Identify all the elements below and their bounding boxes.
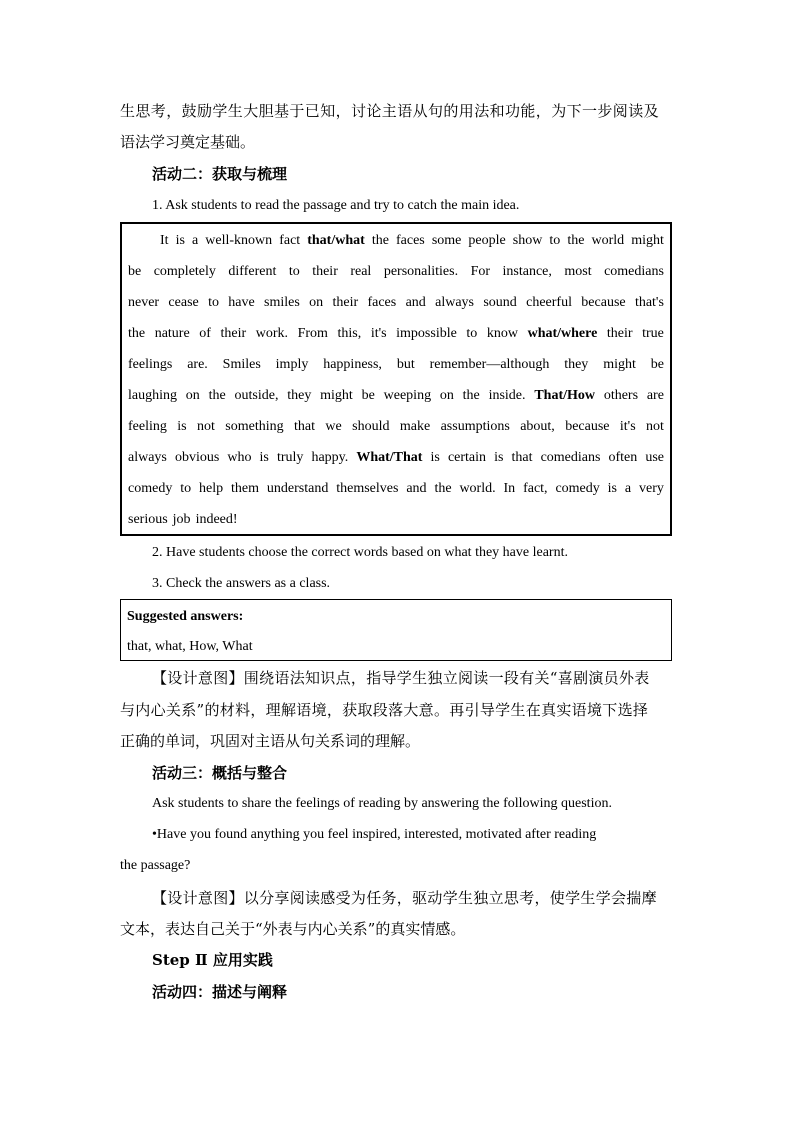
passage-word: on <box>185 388 200 403</box>
passage-word: comedians <box>604 264 664 279</box>
passage-word: certain <box>447 450 487 465</box>
passage-word: truly <box>276 450 304 465</box>
passage-word: to <box>180 481 192 496</box>
passage-word: smiles <box>264 295 300 310</box>
passage-word: the <box>208 388 226 403</box>
passage-word: most <box>564 264 592 279</box>
passage-word: personalities. <box>383 264 459 279</box>
activity2-step2: 2. Have students choose the correct words based on what they have learnt. <box>152 545 568 560</box>
activity3-design-line-2: 文本，表达自己关于“外表与内心关系”的真实情感。 <box>120 920 466 938</box>
answers-label: Suggested answers: <box>127 609 244 624</box>
passage-word: is <box>430 450 440 465</box>
activity3-instruction: Ask students to share the feelings of reading by answering the following question. <box>152 796 612 811</box>
passage-word: of <box>199 326 211 341</box>
answers-box <box>120 599 672 661</box>
passage-word: the <box>371 233 389 248</box>
passage-word: but <box>396 357 415 372</box>
passage-word: comedy <box>555 481 600 496</box>
passage-line <box>128 417 664 437</box>
passage-word: their <box>312 264 338 279</box>
passage-word: that <box>294 419 316 434</box>
passage-word: world. <box>459 481 496 496</box>
passage-word: it's <box>370 326 387 341</box>
passage-word: comedians <box>540 450 601 465</box>
passage-word: is <box>259 450 269 465</box>
passage-word: outside, <box>234 388 279 403</box>
passage-word: about, <box>520 419 555 434</box>
passage-word: obvious <box>174 450 220 465</box>
passage-word: It <box>160 233 169 248</box>
passage-line <box>160 231 664 251</box>
passage-line <box>128 355 664 375</box>
passage-word: we <box>325 419 342 434</box>
passage-word: remember—although <box>429 357 550 372</box>
passage-word: assumptions <box>440 419 510 434</box>
passage-line <box>128 479 664 499</box>
passage-word: the <box>567 233 585 248</box>
answers-values: that, what, How, What <box>127 639 253 654</box>
activity2-step3: 3. Check the answers as a class. <box>152 576 331 591</box>
activity3-question-line-1: •Have you found anything you feel inspired, interested, motivated after reading <box>152 827 597 842</box>
passage-word: very <box>639 481 664 496</box>
passage-word: use <box>645 450 664 465</box>
passage-word: faces <box>396 233 425 248</box>
passage-word: that <box>511 450 533 465</box>
passage-word: different <box>228 264 277 279</box>
passage-word: serious <box>128 512 168 527</box>
passage-word: them <box>231 481 259 496</box>
activity4-heading: 活动四：描述与阐释 <box>152 983 288 1001</box>
passage-word: fact <box>279 233 301 248</box>
passage-word: the <box>128 326 146 341</box>
passage-word: faces <box>367 295 397 310</box>
answer-choice: that/what <box>307 233 365 248</box>
passage-word: not <box>197 419 215 434</box>
passage-word: some <box>431 233 462 248</box>
passage-word: show <box>512 233 543 248</box>
passage-word: the <box>462 388 480 403</box>
passage-word: instance, <box>502 264 552 279</box>
activity2-design-line-1: 【设计意图】围绕语法知识点，指导学生独立阅读一段有关“喜剧演员外表 <box>152 669 650 687</box>
passage-word: and <box>406 481 427 496</box>
passage-line <box>128 510 664 530</box>
activity3-design-line-1: 【设计意图】以分享阅读感受为任务，驱动学生独立思考，使学生学会揣摩 <box>152 889 657 907</box>
passage-word: always <box>128 450 167 465</box>
passage-word: be <box>361 388 375 403</box>
passage-word: is <box>607 481 617 496</box>
passage-word: is <box>175 233 185 248</box>
passage-word: they <box>564 357 589 372</box>
passage-word: because <box>565 419 610 434</box>
answer-choice: what/where <box>527 326 598 341</box>
passage-word: themselves <box>336 481 399 496</box>
passage-word: world <box>591 233 625 248</box>
passage-word: others <box>603 388 639 403</box>
passage-word: and <box>405 295 426 310</box>
activity2-design-line-3: 正确的单词，巩固对主语从句关系词的理解。 <box>120 732 421 750</box>
passage-word: their <box>332 295 359 310</box>
answer-choice: That/How <box>534 388 596 403</box>
passage-word: know <box>486 326 518 341</box>
passage-word: feelings <box>128 357 173 372</box>
passage-word: their <box>606 326 633 341</box>
passage-word: Smiles <box>222 357 261 372</box>
passage-line <box>128 448 664 468</box>
passage-word: because <box>581 295 626 310</box>
passage-word: For <box>470 264 491 279</box>
passage-word: indeed! <box>195 512 238 527</box>
passage-word: might <box>603 357 636 372</box>
passage-word: cease <box>168 295 199 310</box>
passage-word: never <box>128 295 160 310</box>
passage-word: make <box>399 419 431 434</box>
activity2-step1: 1. Ask students to read the passage and try to catch the main idea. <box>152 198 520 213</box>
passage-word: always <box>435 295 474 310</box>
passage-word: a <box>624 481 632 496</box>
passage-word: might <box>320 388 353 403</box>
passage-word: might <box>631 233 664 248</box>
passage-word: are <box>646 388 664 403</box>
intro-line-2: 语法学习奠定基础。 <box>120 133 256 151</box>
passage-word: not <box>646 419 664 434</box>
passage-word: happiness, <box>323 357 382 372</box>
passage-word: is <box>177 419 187 434</box>
passage-word: who <box>227 450 252 465</box>
passage-word: on <box>439 388 454 403</box>
passage-word: imply <box>275 357 309 372</box>
passage-word: have <box>228 295 255 310</box>
passage-word: From <box>297 326 328 341</box>
passage-word: to <box>288 264 300 279</box>
activity2-heading: 活动二：获取与梳理 <box>152 165 288 183</box>
passage-word: be <box>128 264 142 279</box>
passage-word: to <box>549 233 561 248</box>
passage-word: work. <box>255 326 289 341</box>
passage-word: impossible <box>396 326 457 341</box>
passage-word: on <box>309 295 324 310</box>
passage-word: understand <box>266 481 329 496</box>
activity3-heading: 活动三：概括与整合 <box>152 764 288 782</box>
passage-word: the <box>434 481 452 496</box>
passage-line <box>128 293 664 313</box>
passage-word: to <box>466 326 478 341</box>
passage-word: to <box>208 295 219 310</box>
passage-word: comedy <box>128 481 173 496</box>
passage-word: cheerful <box>526 295 572 310</box>
passage-line <box>128 262 664 282</box>
passage-word: should <box>352 419 390 434</box>
passage-word: real <box>350 264 372 279</box>
passage-word: people <box>468 233 506 248</box>
passage-word: something <box>225 419 284 434</box>
passage-word: this, <box>337 326 362 341</box>
passage-word: weeping <box>383 388 432 403</box>
activity3-question-line-2: the passage? <box>120 858 191 873</box>
passage-word: they <box>287 388 312 403</box>
passage-word: it's <box>619 419 636 434</box>
passage-word: In <box>503 481 516 496</box>
passage-word: sound <box>483 295 517 310</box>
passage-word: nature <box>154 326 190 341</box>
passage-word: inside. <box>488 388 526 403</box>
passage-word: is <box>494 450 504 465</box>
activity2-design-line-2: 与内心关系”的材料，理解语境，获取段落大意。再引导学生在真实语境下选择 <box>120 701 649 719</box>
passage-word: help <box>199 481 224 496</box>
intro-line-1: 生思考，鼓励学生大胆基于已知，讨论主语从句的用法和功能，为下一步阅读及 <box>120 102 660 120</box>
answer-choice: What/That <box>356 450 423 465</box>
passage-line <box>128 386 664 406</box>
passage-word: often <box>608 450 638 465</box>
passage-word: completely <box>153 264 216 279</box>
passage-word: true <box>642 326 664 341</box>
passage-word: their <box>220 326 247 341</box>
passage-word: job <box>172 512 191 527</box>
passage-word: feeling <box>128 419 167 434</box>
passage-word: that's <box>634 295 664 310</box>
passage-word: fact, <box>523 481 548 496</box>
passage-word: are. <box>187 357 208 372</box>
passage-line <box>128 324 664 344</box>
passage-word: be <box>650 357 664 372</box>
passage-word: laughing <box>128 388 177 403</box>
passage-word: a <box>192 233 199 248</box>
passage-box <box>120 222 672 536</box>
passage-word: well-known <box>205 233 273 248</box>
step2-heading: Step Ⅱ 应用实践 <box>152 951 273 969</box>
passage-word: happy. <box>311 450 349 465</box>
